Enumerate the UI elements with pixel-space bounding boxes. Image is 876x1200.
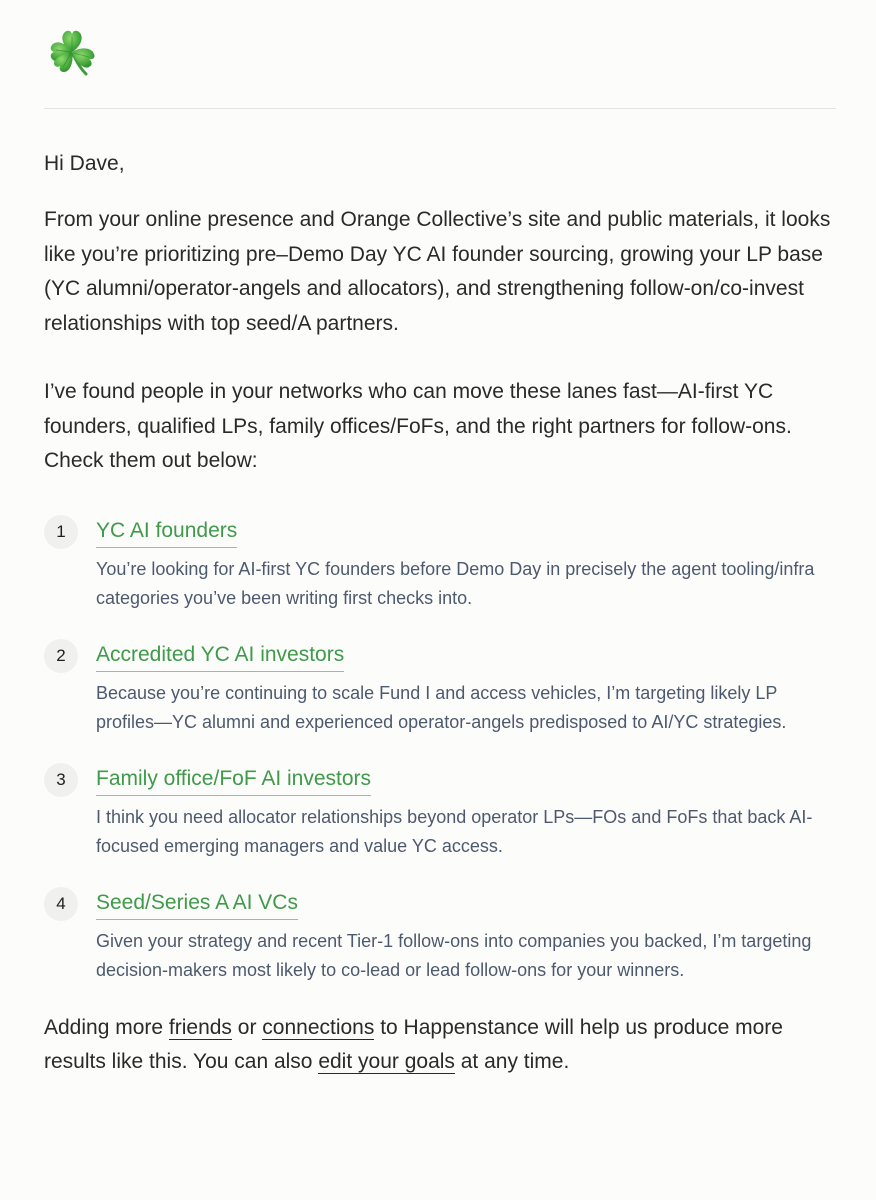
friends-link[interactable]: friends (168, 1015, 232, 1039)
goal-link-seed-series-a-vcs[interactable]: Seed/Series A AI VCs (96, 888, 298, 920)
goal-link-family-office-investors[interactable]: Family office/FoF AI investors (96, 764, 371, 796)
goal-item (44, 763, 836, 861)
connections-link[interactable]: connections (262, 1015, 375, 1039)
greeting: Hi Dave, (44, 152, 125, 175)
goal-description: Given your strategy and recent Tier-1 follow-ons into companies you backed, I’m targeting decision-makers most likely to co-lead or lead follow-ons for your winners. (96, 930, 812, 980)
goal-number-badge: 3 (44, 763, 78, 797)
goal-link-accredited-investors[interactable]: Accredited YC AI investors (96, 640, 344, 672)
goal-number-badge: 2 (44, 639, 78, 673)
goal-item (44, 515, 836, 613)
goal-item (44, 639, 836, 737)
goal-link-yc-ai-founders[interactable]: YC AI founders (96, 516, 237, 548)
goal-description: Because you’re continuing to scale Fund I and access vehicles, I’m targeting likely LP profiles—YC alumni and experienced operator-angels predisposed to AI/YC strategies. (96, 682, 787, 732)
footer-text: or (231, 1015, 263, 1039)
goal-item (44, 887, 836, 985)
header (44, 0, 836, 109)
footer-text: Adding more (44, 1015, 169, 1039)
goals-list (44, 515, 836, 985)
footer-text: at any time. (454, 1050, 570, 1073)
footer-paragraph (44, 1011, 836, 1080)
found-paragraph: I’ve found people in your networks who can move these lanes fast—AI-first YC founders, qualified LPs, family offices/FoFs, and the right partners for follow-ons. Check them out below: (44, 380, 792, 472)
footer-text: to Happenstance will help us produce more results like this. You can also (44, 1015, 783, 1073)
intro-paragraph: From your online presence and Orange Collective’s site and public materials, it looks like you’re prioritizing pre–Demo Day YC AI founder sourcing, growing your LP base (YC alumni/operator-angels and allocators), and strengthening follow-on/co-invest relationships with top seed/A partners. (44, 208, 831, 335)
goal-description: I think you need allocator relationships beyond operator LPs—FOs and FoFs that back AI-focused emerging managers and value YC access. (96, 806, 813, 856)
goal-number-badge: 4 (44, 887, 78, 921)
goal-number-badge: 1 (44, 515, 78, 549)
edit-goals-link[interactable]: edit your goals (318, 1050, 455, 1073)
goal-description: You’re looking for AI-first YC founders before Demo Day in precisely the agent tooling/infra categories you’ve been writing first checks into. (96, 558, 815, 608)
four-leaf-clover-icon (44, 24, 100, 80)
